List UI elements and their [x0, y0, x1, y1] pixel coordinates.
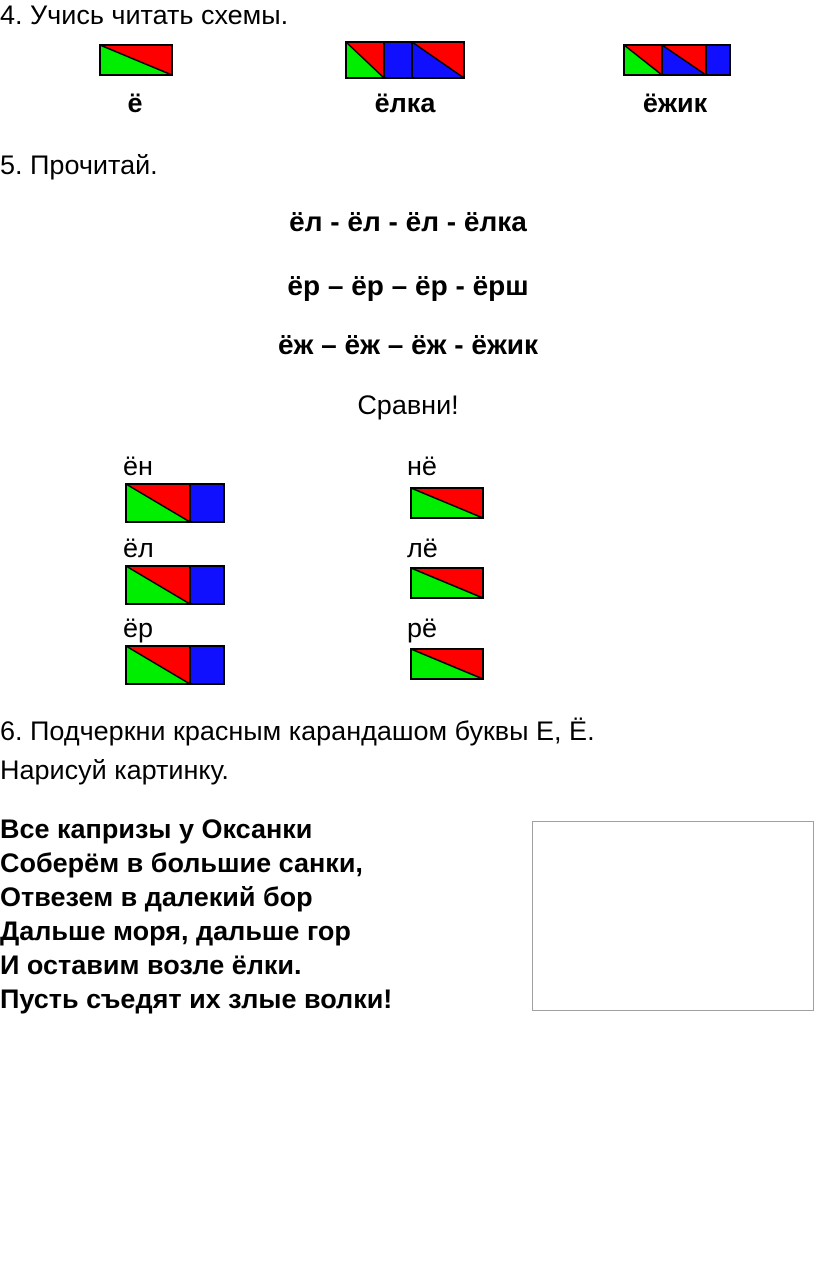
word-yolka: ёлка	[374, 88, 436, 118]
scheme-yolka	[346, 42, 464, 78]
scheme-lyo	[411, 568, 483, 598]
consonant-block	[706, 45, 730, 75]
task4-title: 4. Учись читать схемы.	[0, 0, 289, 30]
poem-line: Соберём в большие санки,	[0, 848, 363, 878]
task5-title: 5. Прочитай.	[0, 150, 158, 180]
scheme-nyo	[411, 488, 483, 518]
consonant-block	[190, 646, 224, 684]
poem-line: Все капризы у Оксанки	[0, 814, 313, 844]
task6-title: 6. Подчеркни красным карандашом буквы Е, Ё.	[0, 716, 595, 746]
poem-line: Дальше моря, дальше гор	[0, 916, 351, 946]
scheme-yozhik	[624, 45, 730, 75]
word-yo: ё	[127, 88, 143, 118]
syllable-yor: ёр	[123, 613, 154, 643]
syllable-yon: ён	[123, 451, 153, 481]
scheme-yor	[126, 646, 224, 684]
compare-label: Сравни!	[357, 390, 459, 420]
consonant-block	[190, 566, 224, 604]
scheme-yol	[126, 566, 224, 604]
syllable-lyo: лё	[407, 533, 438, 563]
syllable-ryo: рё	[407, 613, 438, 643]
syllable-yol: ёл	[123, 533, 154, 563]
reading-line-1: ёл - ёл - ёл - ёлка	[289, 206, 527, 237]
consonant-block	[384, 42, 412, 78]
poem-line: Отвезем в далекий бор	[0, 882, 313, 912]
scheme-ryo	[411, 649, 483, 679]
scheme-yo	[100, 45, 172, 75]
word-yozhik: ёжик	[642, 88, 708, 118]
consonant-block	[190, 484, 224, 522]
scheme-yon	[126, 484, 224, 522]
reading-line-2: ёр – ёр – ёр - ёрш	[287, 270, 529, 301]
syllable-nyo: нё	[407, 451, 437, 481]
poem	[0, 812, 392, 1016]
drawing-box[interactable]	[532, 821, 814, 1011]
poem-line: Пусть съедят их злые волки!	[0, 984, 393, 1014]
reading-line-3: ёж – ёж – ёж - ёжик	[277, 329, 539, 360]
task6-subtitle: Нарисуй картинку.	[0, 755, 229, 785]
poem-line: И оставим возле ёлки.	[0, 950, 302, 980]
